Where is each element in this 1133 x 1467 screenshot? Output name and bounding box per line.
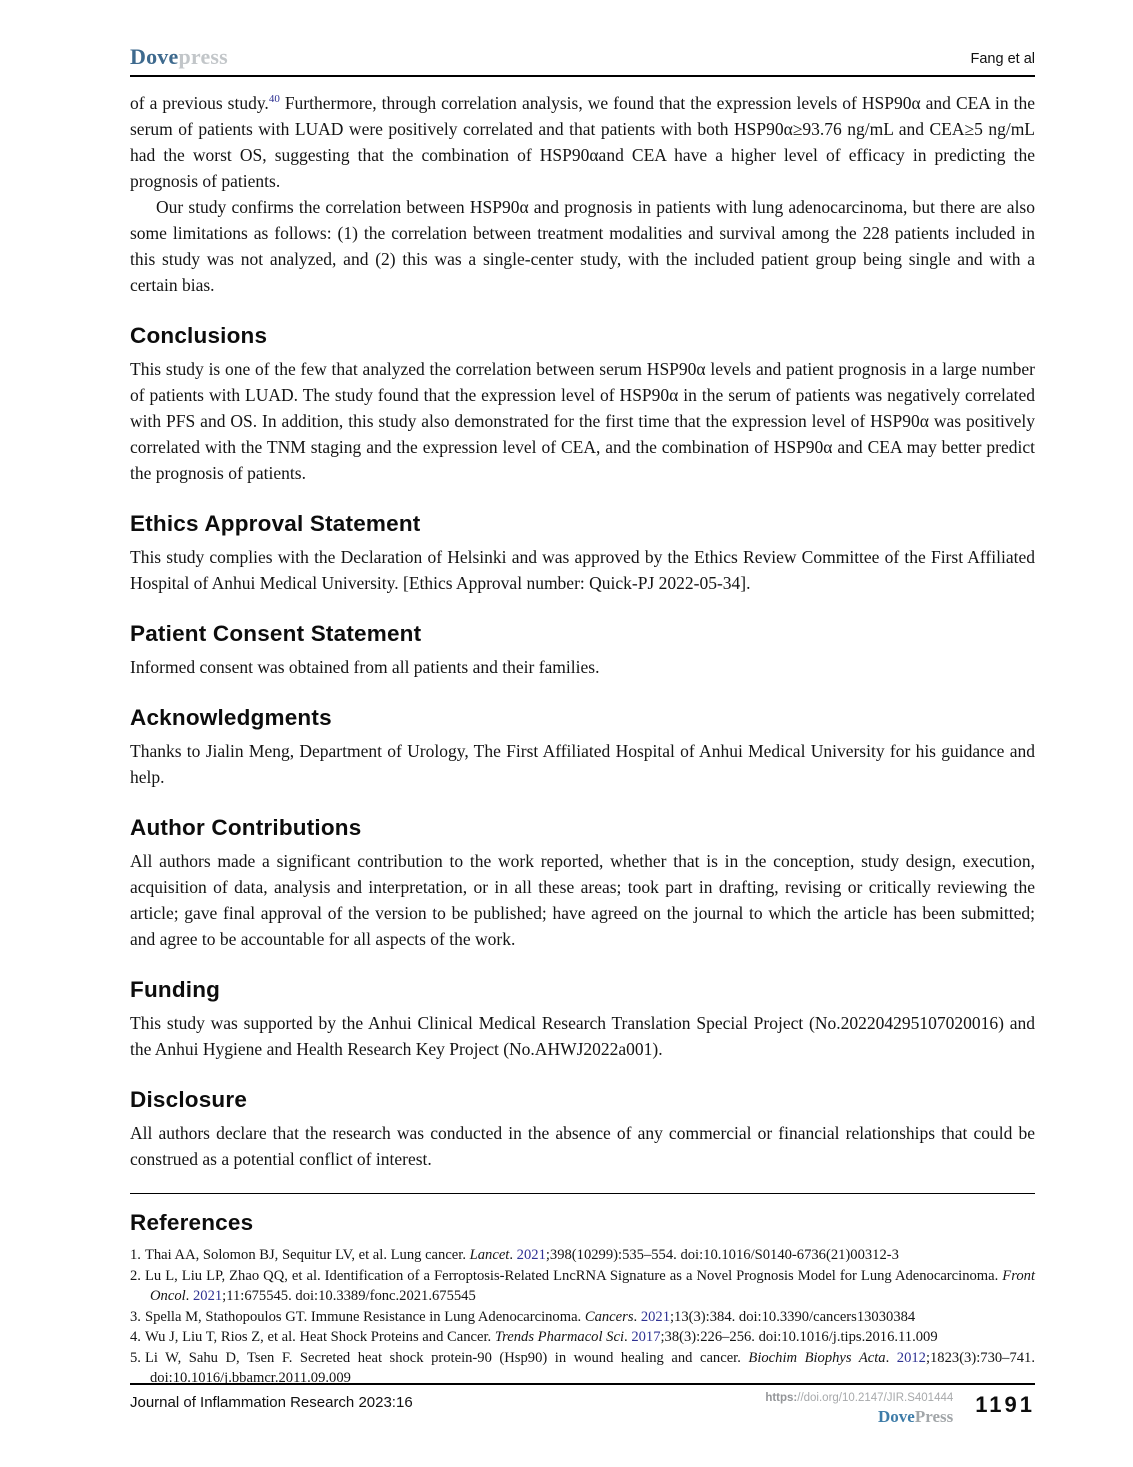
section-conclusions [130,323,1035,486]
journal-name: Journal of Inflammation Research 2023:16 [130,1394,413,1411]
reference-item [130,1307,1035,1328]
reference-text: Wu J, Liu T, Rios Z, et al. Heat Shock Proteins and Cancer. [144,1329,495,1345]
reference-year-link[interactable]: 2021 [640,1308,670,1325]
logo-dove-text: Dove [878,1407,915,1426]
section-funding [130,977,1035,1062]
reference-text: ;11:675545. doi:10.3389/fonc.2021.675545 [222,1288,476,1304]
dovepress-logo[interactable] [130,44,228,70]
section-heading: References [130,1210,254,1235]
reference-journal: Cancers [584,1308,634,1325]
reference-item [130,1266,1035,1307]
reference-number: 4. [130,1329,141,1345]
reference-number: 3. [130,1308,141,1325]
article-body [130,90,1035,1389]
section-body: This study was supported by the Anhui Clinical Medical Research Translation Special Project (No.202204295107020016) and the Anhui Hygiene and Health Research Key Project (No.AHWJ2022a001). [130,1013,1035,1059]
reference-text: . [633,1308,641,1325]
section-author-contributions [130,815,1035,952]
reference-number: 5. [130,1349,141,1366]
reference-journal: Lancet [469,1247,510,1263]
section-heading: Funding [130,977,221,1002]
reference-year-link[interactable]: 2021 [192,1288,223,1304]
page-footer [130,1383,1035,1427]
section-acknowledgments [130,705,1035,790]
section-heading: Ethics Approval Statement [130,511,421,536]
section-heading: Conclusions [130,323,268,348]
reference-text: ;38(3):226–256. doi:10.1016/j.tips.2016.11.009 [660,1329,938,1345]
reference-text: . [509,1247,517,1263]
references-divider [130,1193,1035,1194]
reference-text: ;13(3):384. doi:10.3390/cancers13030384 [670,1308,916,1325]
citation-reference-link[interactable]: 40 [268,93,280,106]
section-disclosure [130,1087,1035,1172]
paragraph-text: of a previous study. [130,93,269,113]
reference-text: Thai AA, Solomon BJ, Sequitur LV, et al. Lung cancer. [144,1247,470,1263]
reference-year-link[interactable]: 2017 [631,1329,661,1345]
section-references [130,1210,1035,1389]
logo-press-text: press [178,44,228,69]
reference-text: Li W, Sahu D, Tsen F. Secreted heat shock protein-90 (Hsp90) in wound healing and cancer. [144,1349,749,1366]
page-header [130,0,1035,77]
reference-text: ;1823(3):730–741. doi:10.1016/j.bbamcr.2011.09.009 [150,1349,1035,1386]
section-body: Thanks to Jialin Meng, Department of Urology, The First Affiliated Hospital of Anhui Medical University for his guidance and help. [130,741,1035,787]
section-body: All authors declare that the research was conducted in the absence of any commercial or financial relationships that could be construed as a potential conflict of interest. [130,1123,1035,1169]
reference-journal: Biochim Biophys Acta [748,1349,886,1366]
reference-year-link[interactable]: 2021 [516,1247,546,1263]
reference-journal: Trends Pharmacol Sci [494,1329,625,1345]
logo-dove-text: Dove [130,44,179,69]
intro-paragraph-1 [130,90,1035,194]
section-heading: Acknowledgments [130,705,332,730]
reference-year-link[interactable]: 2012 [896,1349,926,1366]
reference-item [130,1245,1035,1266]
page-number: 1191 [975,1392,1035,1417]
reference-text: . [624,1329,632,1345]
section-heading: Patient Consent Statement [130,621,422,646]
section-body: All authors made a significant contribution to the work reported, whether that is in the conception, study design, execution, acquisition of data, analysis and interpretation, or in all these areas; took part in drafting, revising or critically reviewing the article; gave final approval of the version to be published; have agreed on the journal to which the article has been submitted; and agree to be accountable for all aspects of the work. [130,851,1035,949]
dovepress-footer-logo[interactable] [765,1407,953,1427]
reference-number: 2. [130,1267,141,1284]
section-body: This study is one of the few that analyzed the correlation between serum HSP90α levels and patient prognosis in a large number of patients with LUAD. The study found that the expression level of HSP90α in the serum of patients was negatively correlated with PFS and OS. In addition, this study also demonstrated for the first time that the expression level of HSP90α was positively correlated with the TNM staging and the expression level of CEA, and the combination of HSP90α and CEA may better predict the prognosis of patients. [130,359,1035,483]
reference-journal: Front Oncol [150,1267,1035,1304]
section-patient-consent [130,621,1035,680]
doi-link[interactable] [765,1392,953,1404]
reference-text: Spella M, Stathopoulos GT. Immune Resistance in Lung Adenocarcinoma. [144,1308,585,1325]
doi-text: //doi.org/10.2147/JIR.S401444 [797,1392,954,1404]
reference-text: . [185,1288,193,1304]
paragraph-text: Furthermore, through correlation analysis, we found that the expression levels of HSP90α and CEA in the serum of patients with LUAD were positively correlated and that patients with both HSP90α≥93.76 ng/mL and CEA≥5 ng/mL had the worst OS, suggesting that the combination of HSP90αand CEA have a higher level of efficacy in predicting the prognosis of patients. [130,93,1035,191]
reference-text: . [885,1349,897,1366]
reference-text: Lu L, Liu LP, Zhao QQ, et al. Identification of a Ferroptosis-Related LncRNA Signature as a Novel Prognosis Model for Lung Adenocarcinoma. [144,1267,1003,1284]
section-heading: Author Contributions [130,815,362,840]
section-heading: Disclosure [130,1087,248,1112]
doi-prefix: https: [765,1392,798,1404]
intro-paragraph-2: Our study confirms the correlation between HSP90α and prognosis in patients with lung adenocarcinoma, but there are also some limitations as follows: (1) the correlation between treatment modalities and survival among the 228 patients included in this study was not analyzed, and (2) this was a single-center study, with the included patient group being single and with a certain bias. [130,197,1035,295]
section-body: Informed consent was obtained from all patients and their families. [130,657,600,677]
reference-text: ;398(10299):535–554. doi:10.1016/S0140-6736(21)00312-3 [545,1247,899,1263]
reference-item [130,1327,1035,1348]
section-body: This study complies with the Declaration of Helsinki and was approved by the Ethics Review Committee of the First Affiliated Hospital of Anhui Medical University. [Ethics Approval number: Quick-PJ 2022-05-34]. [130,547,1035,593]
running-head: Fang et al [970,51,1035,67]
section-ethics-approval [130,511,1035,596]
reference-number: 1. [130,1247,141,1263]
reference-list [130,1245,1035,1389]
logo-press-text: Press [914,1407,954,1426]
